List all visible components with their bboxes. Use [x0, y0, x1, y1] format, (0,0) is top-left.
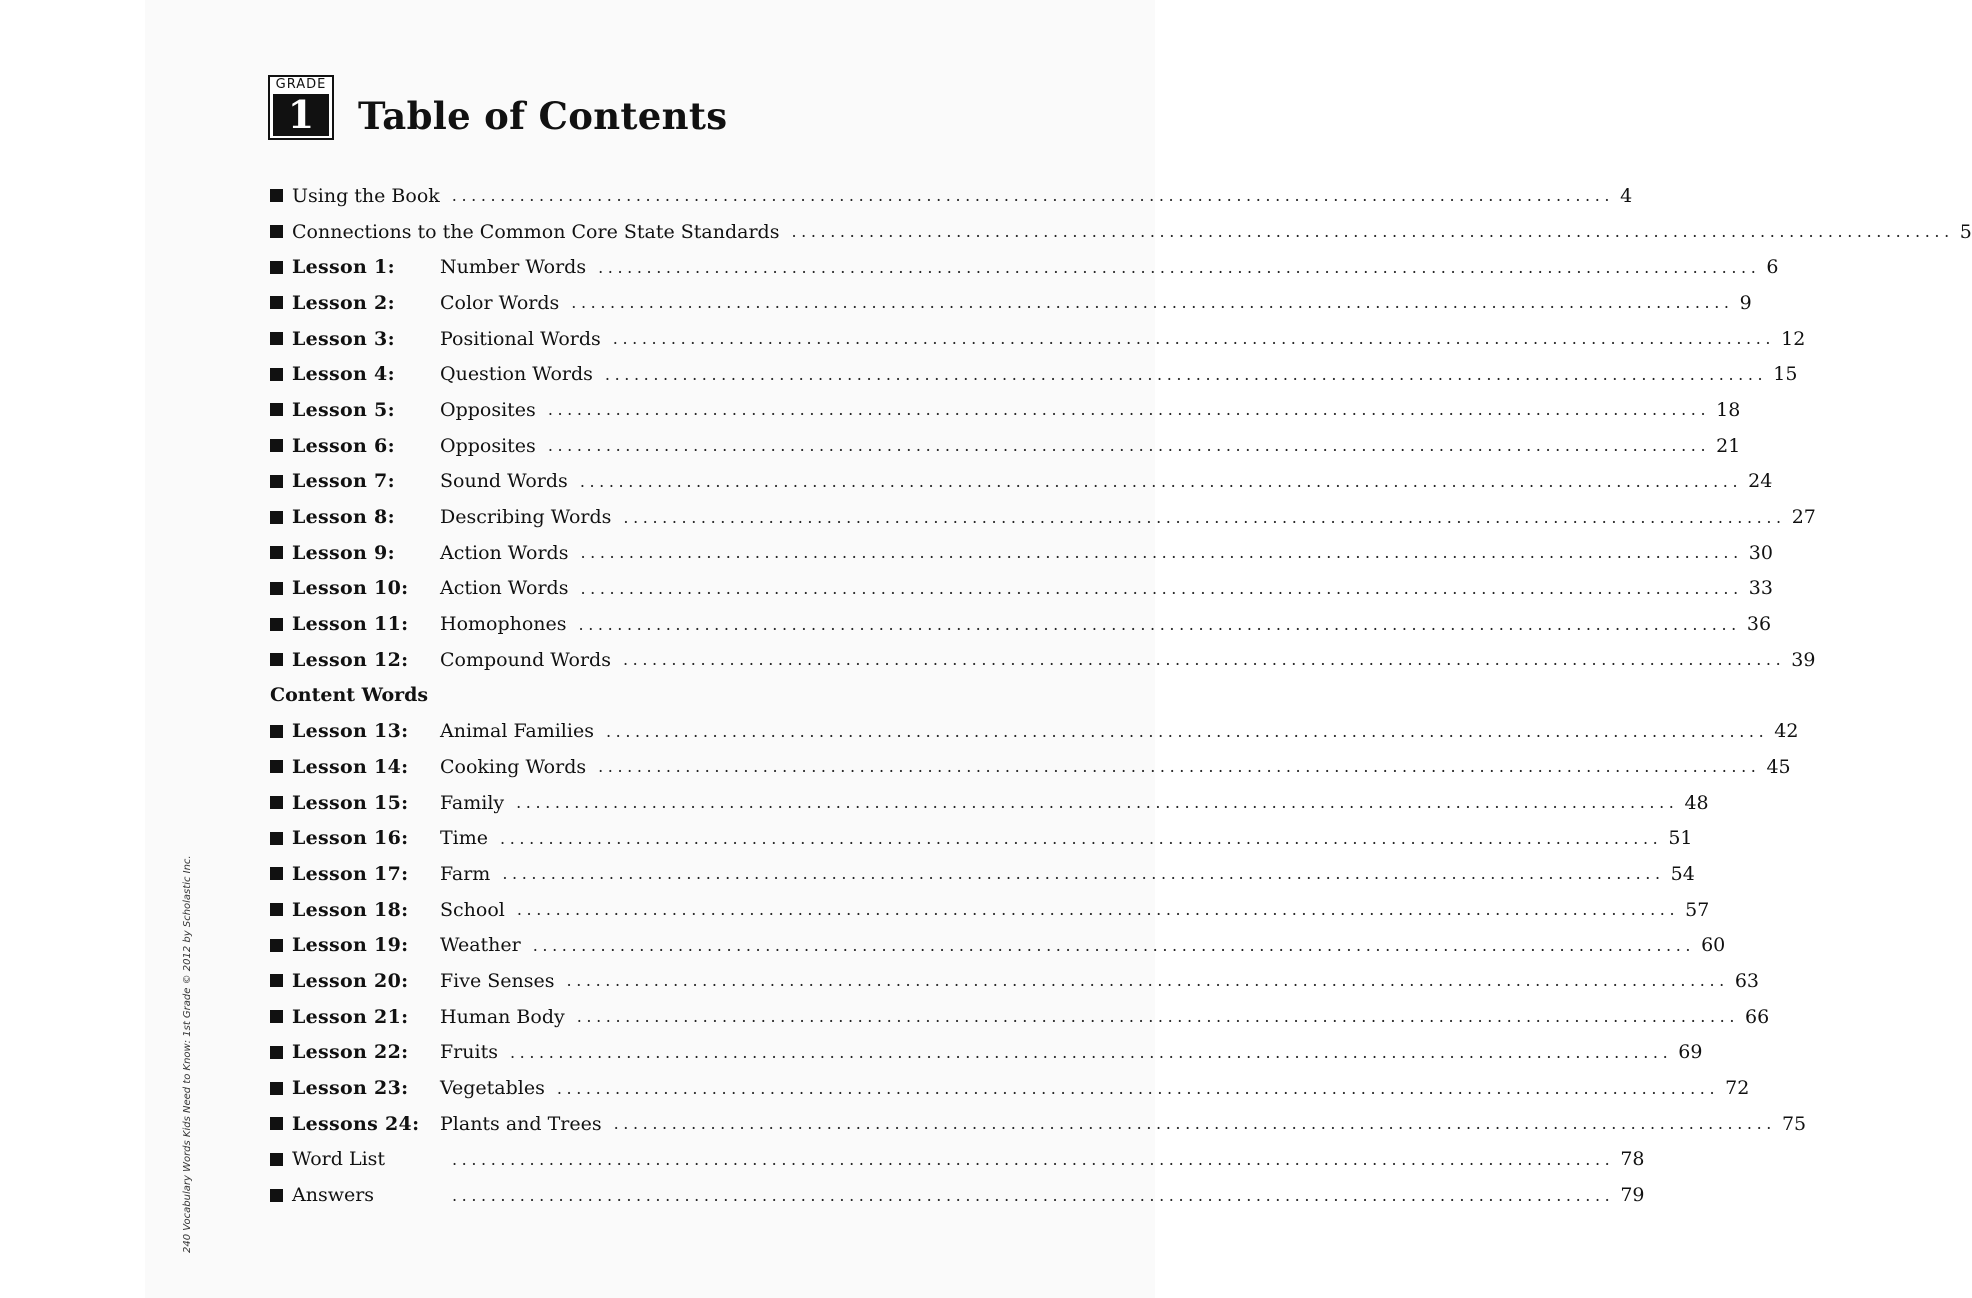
dot-leader: ........................................................................................................................: [547, 400, 1711, 420]
toc-entry[interactable]: [270, 820, 1693, 856]
bullet-square-icon: [270, 618, 283, 631]
page-number: 60: [1701, 934, 1726, 957]
lesson-topic: Plants and Trees: [440, 1112, 602, 1135]
lesson-topic: Number Words: [440, 256, 587, 279]
page-number: 27: [1791, 506, 1816, 529]
dot-leader: ........................................................................................................................: [509, 1042, 1673, 1062]
dot-leader: ........................................................................................................................: [623, 507, 1786, 527]
dot-leader: ........................................................................................................................: [579, 471, 1743, 491]
toc-entry[interactable]: [270, 464, 1773, 500]
dot-leader: ........................................................................................................................: [566, 971, 1729, 991]
lesson-number: Lesson 6:: [292, 434, 395, 457]
toc-entry[interactable]: [270, 178, 1633, 214]
bullet-square-icon: [270, 189, 283, 202]
lesson-number: Lesson 2:: [292, 291, 395, 314]
lesson-topic: Color Words: [440, 291, 560, 314]
page-number: 24: [1748, 470, 1773, 493]
lesson-topic: Animal Families: [440, 720, 594, 743]
lesson-topic: Farm: [440, 862, 491, 885]
dot-leader: ........................................................................................................................: [576, 1007, 1740, 1027]
lesson-number: Lesson 5:: [292, 398, 395, 421]
toc-entry[interactable]: [270, 249, 1779, 285]
toc-entry[interactable]: [270, 785, 1709, 821]
lesson-number: Lessons 24:: [292, 1112, 420, 1135]
toc-entry[interactable]: [270, 606, 1772, 642]
bullet-square-icon: [270, 832, 283, 845]
lesson-topic: Opposites: [440, 434, 536, 457]
toc-entry[interactable]: [270, 392, 1741, 428]
lesson-topic: Family: [440, 791, 505, 814]
page-number: 12: [1781, 327, 1806, 350]
page-number: 30: [1748, 541, 1773, 564]
page-number: 6: [1766, 256, 1779, 279]
dot-leader: ........................................................................................................................: [580, 543, 1743, 563]
page-number: 15: [1773, 363, 1798, 386]
toc-entry[interactable]: [270, 963, 1760, 999]
page-number: 48: [1684, 791, 1709, 814]
entry-label: Answers: [292, 1184, 375, 1207]
lesson-number: Lesson 23:: [292, 1077, 409, 1100]
lesson-topic: Five Senses: [440, 969, 555, 992]
dot-leader: ........................................................................................................................: [598, 757, 1761, 777]
bullet-square-icon: [270, 475, 283, 488]
lesson-number: Lesson 21:: [292, 1005, 409, 1028]
lesson-number: Lesson 19:: [292, 934, 409, 957]
dot-leader: ........................................................................................................................: [451, 186, 1615, 206]
bullet-square-icon: [270, 582, 283, 595]
dot-leader: ........................................................................................................................: [452, 1149, 1615, 1169]
content-words-heading: Content Words: [270, 684, 429, 707]
lesson-number: Lesson 16:: [292, 827, 409, 850]
dot-leader: ........................................................................................................................: [613, 1114, 1776, 1134]
bullet-square-icon: [270, 796, 283, 809]
toc-entry[interactable]: [270, 428, 1741, 464]
bullet-square-icon: [270, 296, 283, 309]
page-title: Table of Contents: [358, 94, 728, 138]
lesson-number: Lesson 12:: [292, 648, 409, 671]
lesson-number: Lesson 8:: [292, 506, 395, 529]
bullet-square-icon: [270, 332, 283, 345]
lesson-topic: Time: [440, 827, 489, 850]
toc-entry[interactable]: [270, 642, 1816, 678]
bullet-square-icon: [270, 653, 283, 666]
lesson-number: Lesson 9:: [292, 541, 395, 564]
bullet-square-icon: [270, 368, 283, 381]
bullet-square-icon: [270, 867, 283, 880]
dot-leader: ........................................................................................................................: [452, 1185, 1615, 1205]
entry-label: Word List: [292, 1148, 386, 1171]
dot-leader: ........................................................................................................................: [516, 793, 1679, 813]
bullet-square-icon: [270, 1046, 283, 1059]
page-number: 45: [1766, 755, 1791, 778]
bullet-square-icon: [270, 1117, 283, 1130]
toc-entry[interactable]: [270, 1070, 1750, 1106]
toc-entry[interactable]: [270, 321, 1806, 357]
dot-leader: ........................................................................................................................: [598, 257, 1761, 277]
bullet-square-icon: [270, 725, 283, 738]
table-of-contents: [270, 178, 1972, 1213]
page-number: 66: [1745, 1005, 1770, 1028]
lesson-topic: Weather: [440, 934, 521, 957]
lesson-topic: Action Words: [440, 577, 569, 600]
lesson-number: Lesson 20:: [292, 969, 409, 992]
toc-entry[interactable]: [270, 1035, 1703, 1071]
lesson-number: Lesson 4:: [292, 363, 395, 386]
page-number: 9: [1739, 291, 1752, 314]
lesson-topic: School: [440, 898, 505, 921]
page-number: 21: [1716, 434, 1741, 457]
bullet-square-icon: [270, 403, 283, 416]
page-number: 51: [1668, 827, 1693, 850]
dot-leader: ........................................................................................................................: [547, 436, 1711, 456]
toc-entry[interactable]: [270, 856, 1695, 892]
toc-entry[interactable]: [270, 749, 1791, 785]
bullet-square-icon: [270, 225, 283, 238]
content-lesson-list: [270, 713, 1807, 1141]
dot-leader: ........................................................................................................................: [622, 650, 1786, 670]
page-number: 57: [1685, 898, 1710, 921]
lesson-topic: Positional Words: [440, 327, 601, 350]
bullet-square-icon: [270, 1010, 283, 1023]
page-number: 39: [1791, 648, 1816, 671]
page-number: 33: [1748, 577, 1773, 600]
page-number: 5: [1959, 220, 1972, 243]
page-number: 4: [1620, 184, 1633, 207]
lesson-number: Lesson 22:: [292, 1041, 409, 1064]
page-number: 63: [1734, 969, 1760, 992]
dot-leader: ........................................................................................................................: [502, 864, 1665, 884]
page-number: 69: [1678, 1041, 1703, 1064]
toc-entry[interactable]: [270, 535, 1773, 571]
dot-leader: ........................................................................................................................: [580, 578, 1743, 598]
toc-entry[interactable]: [270, 1177, 1645, 1213]
toc-entry[interactable]: [270, 214, 1972, 250]
back-matter-list: [270, 1142, 1645, 1213]
lesson-topic: Human Body: [440, 1005, 565, 1028]
lesson-topic: Cooking Words: [440, 755, 587, 778]
toc-entry[interactable]: [270, 571, 1773, 607]
dot-leader: ........................................................................................................................: [605, 721, 1769, 741]
lesson-number: Lesson 17:: [292, 862, 409, 885]
toc-entry[interactable]: [270, 892, 1710, 928]
lesson-number: Lesson 15:: [292, 791, 409, 814]
toc-entry[interactable]: [270, 285, 1752, 321]
page-number: 18: [1716, 398, 1741, 421]
lesson-number: Lesson 7:: [292, 470, 395, 493]
bullet-square-icon: [270, 1153, 283, 1166]
lesson-list: [270, 249, 1816, 677]
toc-entry[interactable]: [270, 1106, 1807, 1142]
dot-leader: ........................................................................................................................: [612, 329, 1776, 349]
toc-entry[interactable]: [270, 713, 1799, 749]
toc-entry[interactable]: [270, 927, 1726, 963]
toc-entry[interactable]: [270, 356, 1798, 392]
grade-badge-number: 1: [273, 94, 329, 136]
page-number: 75: [1781, 1112, 1807, 1135]
side-credit: 240 Vocabulary Words Kids Need to Know: 1st Grade © 2012 by Scholastic Inc.: [182, 855, 193, 1253]
lesson-number: Lesson 10:: [292, 577, 409, 600]
lesson-number: Lesson 1:: [292, 256, 395, 279]
entry-label: Using the Book: [292, 184, 440, 207]
lesson-number: Lesson 11:: [292, 613, 409, 636]
lesson-topic: Sound Words: [440, 470, 568, 493]
toc-entry[interactable]: [270, 1142, 1645, 1178]
lesson-topic: Compound Words: [440, 648, 611, 671]
dot-leader: ........................................................................................................................: [532, 935, 1696, 955]
page-number: 54: [1670, 862, 1695, 885]
entry-label: Connections to the Common Core State Standards: [292, 220, 780, 243]
page-number: 78: [1620, 1148, 1645, 1171]
lesson-topic: Vegetables: [440, 1077, 545, 1100]
bullet-square-icon: [270, 1082, 283, 1095]
lesson-topic: Question Words: [440, 363, 593, 386]
bullet-square-icon: [270, 903, 283, 916]
bullet-square-icon: [270, 974, 283, 987]
bullet-square-icon: [270, 939, 283, 952]
lesson-number: Lesson 14:: [292, 755, 409, 778]
dot-leader: ........................................................................................................................: [556, 1078, 1720, 1098]
page-number: 36: [1746, 613, 1772, 636]
dot-leader: ........................................................................................................................: [604, 364, 1768, 384]
lesson-topic: Fruits: [440, 1041, 498, 1064]
toc-entry[interactable]: [270, 999, 1770, 1035]
lesson-topic: Action Words: [440, 541, 569, 564]
bullet-square-icon: [270, 439, 283, 452]
dot-leader: ........................................................................................................................: [578, 614, 1741, 634]
intro-list: [270, 178, 1972, 249]
page-number: 79: [1620, 1184, 1645, 1207]
lesson-number: Lesson 18:: [292, 898, 409, 921]
lesson-number: Lesson 3:: [292, 327, 395, 350]
bullet-square-icon: [270, 261, 283, 274]
dot-leader: ........................................................................................................................: [571, 293, 1734, 313]
lesson-topic: Homophones: [440, 613, 567, 636]
grade-badge: [268, 75, 334, 140]
toc-entry[interactable]: [270, 499, 1816, 535]
bullet-square-icon: [270, 1189, 283, 1202]
dot-leader: ........................................................................................................................: [516, 900, 1680, 920]
page-number: 72: [1725, 1077, 1750, 1100]
bullet-square-icon: [270, 511, 283, 524]
bullet-square-icon: [270, 546, 283, 559]
dot-leader: ........................................................................................................................: [500, 828, 1663, 848]
grade-badge-label: GRADE: [275, 77, 327, 92]
dot-leader: ........................................................................................................................: [791, 222, 1954, 242]
bullet-square-icon: [270, 760, 283, 773]
lesson-number: Lesson 13:: [292, 720, 409, 743]
page-number: 42: [1774, 720, 1799, 743]
lesson-topic: Describing Words: [440, 506, 612, 529]
lesson-topic: Opposites: [440, 398, 536, 421]
